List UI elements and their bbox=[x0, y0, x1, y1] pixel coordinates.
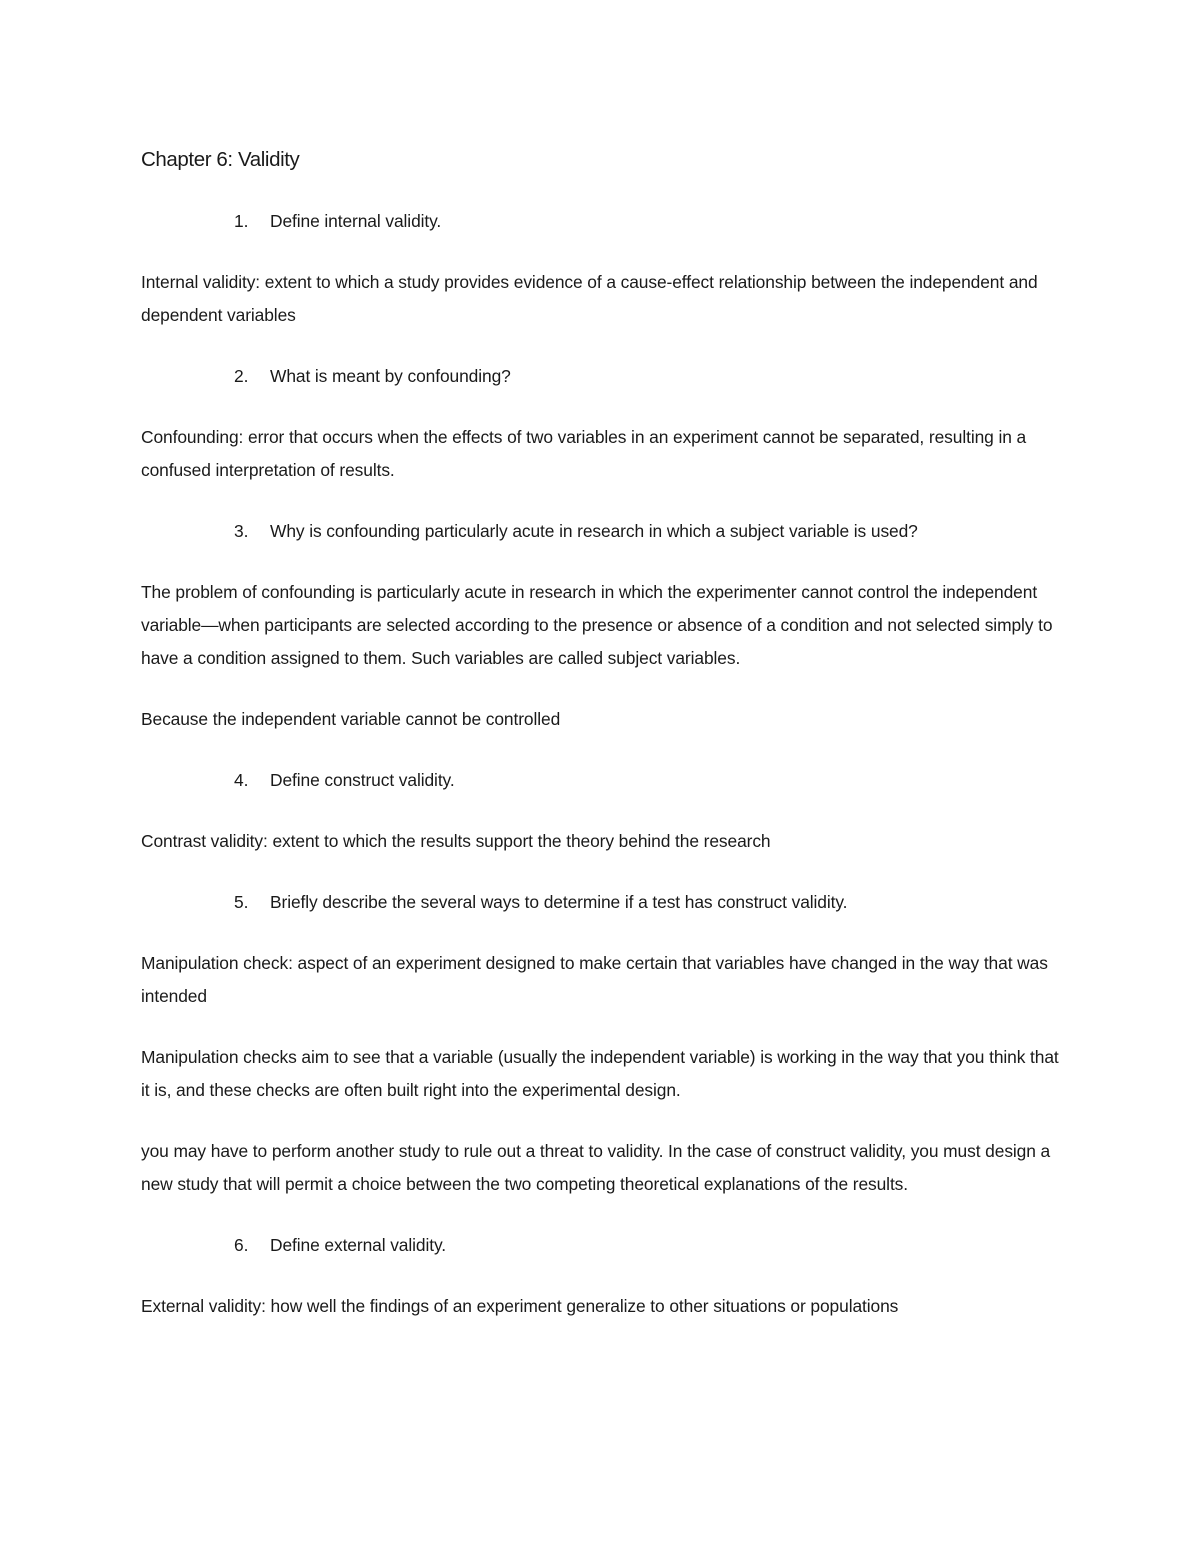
question-number: 3. bbox=[234, 521, 249, 541]
answer-4: Contrast validity: extent to which the results support the theory behind the research bbox=[141, 831, 771, 851]
answer-1: Internal validity: extent to which a study provides evidence of a cause-effect relationship between the independent and dependent variables bbox=[141, 272, 1038, 325]
question-text: What is meant by confounding? bbox=[270, 366, 511, 386]
question-number: 5. bbox=[234, 892, 249, 912]
answer-5-paragraph-1: Manipulation check: aspect of an experiment designed to make certain that variables have changed in the way that was intended bbox=[141, 953, 1048, 1006]
question-text: Define internal validity. bbox=[270, 211, 442, 231]
question-text: Define external validity. bbox=[270, 1235, 446, 1255]
answer-6: External validity: how well the findings of an experiment generalize to other situations or populations bbox=[141, 1296, 899, 1316]
question-number: 6. bbox=[234, 1235, 249, 1255]
question-number: 2. bbox=[234, 366, 249, 386]
answer-5-paragraph-3: you may have to perform another study to rule out a threat to validity. In the case of construct validity, you must design a new study that will permit a choice between the two competing theoretical explanations of the results. bbox=[141, 1141, 1051, 1194]
question-text: Why is confounding particularly acute in research in which a subject variable is used? bbox=[270, 521, 918, 541]
question-1 bbox=[141, 205, 1061, 237]
question-2 bbox=[141, 360, 1061, 392]
question-text: Define construct validity. bbox=[270, 770, 455, 790]
question-number: 1. bbox=[234, 211, 249, 231]
question-6 bbox=[141, 1229, 1061, 1261]
answer-5-paragraph-2: Manipulation checks aim to see that a variable (usually the independent variable) is working in the way that you think that it is, and these checks are often built right into the experimental design. bbox=[141, 1047, 1059, 1100]
question-number: 4. bbox=[234, 770, 249, 790]
answer-2: Confounding: error that occurs when the effects of two variables in an experiment cannot be separated, resulting in a confused interpretation of results. bbox=[141, 427, 1027, 480]
question-5 bbox=[141, 886, 1061, 918]
document-content bbox=[141, 143, 1061, 1351]
answer-3-paragraph-2: Because the independent variable cannot be controlled bbox=[141, 709, 561, 729]
answer-3-paragraph-1: The problem of confounding is particularly acute in research in which the experimenter cannot control the independent variable—when participants are selected according to the presence or absence of a condition and not selected simply to have a condition assigned to them. Such variables are called subject variables. bbox=[141, 582, 1053, 668]
question-3 bbox=[141, 515, 1061, 547]
page-title: Chapter 6: Validity bbox=[141, 148, 300, 171]
question-text: Briefly describe the several ways to determine if a test has construct validity. bbox=[270, 892, 848, 912]
question-4 bbox=[141, 764, 1061, 796]
